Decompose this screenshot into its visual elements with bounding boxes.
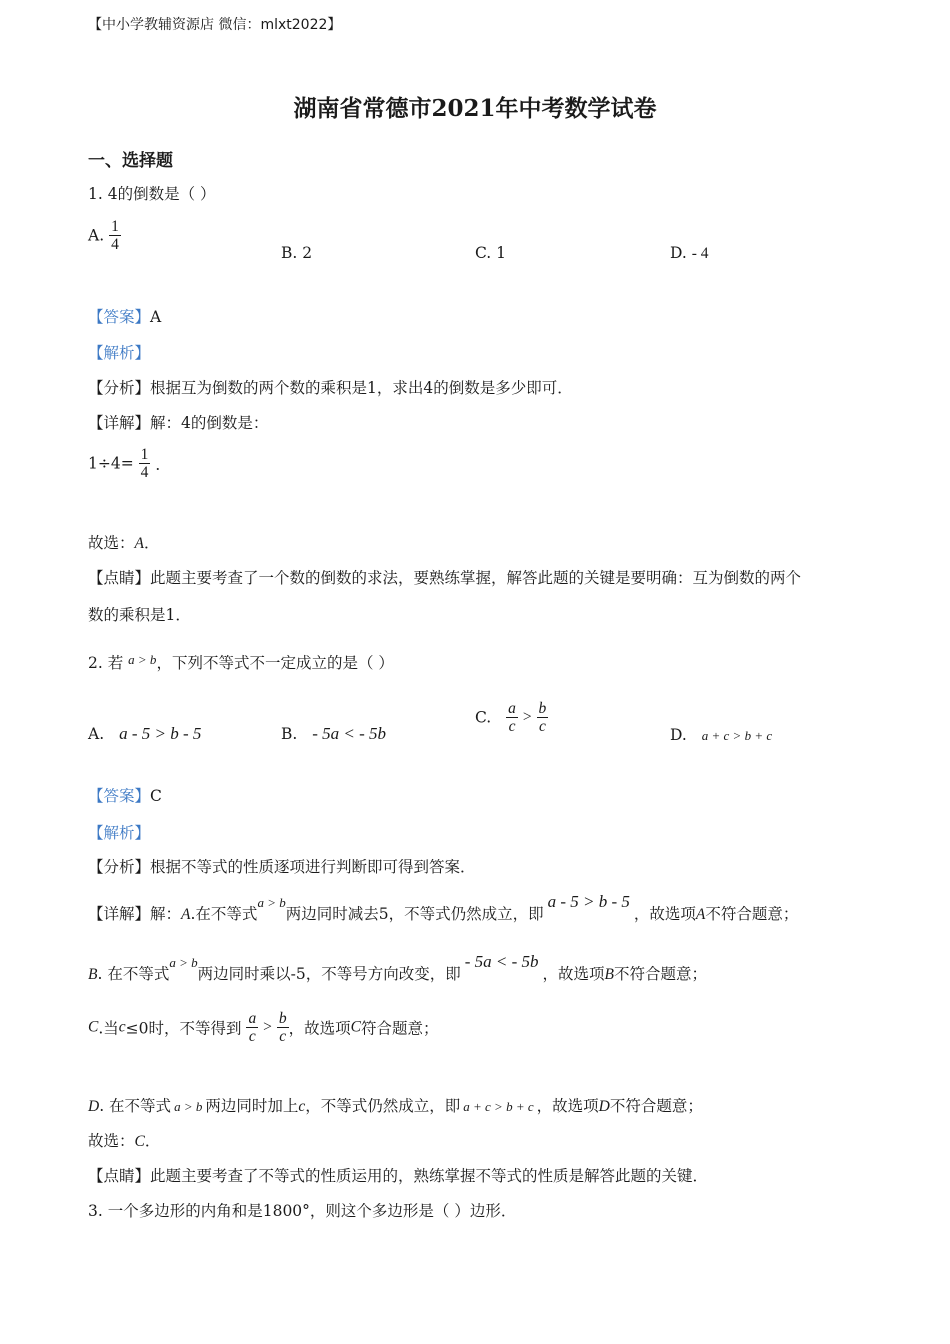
q2-fenxi-text: 根据不等式的性质逐项进行判断即可得到答案． (150, 858, 476, 876)
q2-option-b (281, 724, 386, 744)
q2-stem-pre: 2. 若 (88, 654, 124, 672)
q1-answer (88, 305, 161, 327)
q2-xj-3: ，故选项 (633, 905, 696, 923)
q2-option-c (475, 700, 548, 735)
q2-xj-tag: 【详解】 (88, 905, 151, 923)
q2-d-line-cvar: c (298, 1098, 306, 1115)
q1-calc (88, 446, 171, 481)
q1-xiangjie (88, 411, 268, 433)
q2-guxuan-value: C (134, 1133, 145, 1150)
q2-xj-1: .在不等式 (190, 905, 258, 923)
q2-d-line-math2: a + c > b + c (463, 1099, 534, 1114)
q2-guxuan-label: 故选： (88, 1132, 135, 1150)
q2-c-line-4: 符合题意； (360, 1019, 439, 1038)
q2-xj-4: 不符合题意； (705, 905, 799, 923)
q2-option-b-label: B. (281, 725, 298, 743)
q1-option-b: B. 2 (281, 244, 313, 262)
q2-c-line-cvar: c (118, 1018, 126, 1036)
q2-option-c-num1: a (508, 700, 516, 717)
q1-guxuan-value: A (134, 535, 144, 552)
q2-answer (88, 784, 162, 806)
q2-d-line-4: ，故选项 (536, 1097, 599, 1115)
q1-fenxi (88, 376, 573, 398)
q1-option-d-label: D. (670, 244, 687, 262)
q2-c-line-den1: c (248, 1028, 256, 1046)
q2-xj-pre: 解： (150, 905, 182, 923)
q2-xj-a2: A (695, 906, 706, 923)
q1-fenxi-text: 根据互为倒数的两个数的乘积是1，求出4的倒数是多少即可． (150, 379, 573, 397)
q2-option-c-frac2 (537, 700, 549, 735)
q1-option-d-value: - 4 (691, 245, 709, 262)
q2-answer-value: C (150, 787, 162, 805)
q2-d-line-math1: a > b (174, 1099, 203, 1114)
q2-d-line-5: 不符合题意； (609, 1097, 703, 1115)
q1-stem: 1. 4的倒数是（ ） (88, 185, 216, 203)
q1-guxuan-label: 故选： (88, 534, 135, 552)
q1-fenxi-tag: 【分析】 (88, 379, 151, 397)
q2-xiangjie-d (88, 1094, 703, 1116)
q2-stem-post: ，下列不等式不一定成立的是（ ） (156, 654, 394, 672)
q2-stem-math: a > b (128, 652, 157, 667)
q2-option-b-math: - 5a < - 5b (312, 724, 387, 743)
q2-c-line-2: ≤0时，不等得到 (125, 1019, 242, 1038)
q1-option-c: C. 1 (475, 244, 507, 262)
q1-calc-pre: 1÷4= (88, 454, 134, 473)
q1-answer-tag: 【答案】 (88, 308, 151, 326)
q2-c-line-num2: b (278, 1010, 287, 1027)
q2-c-line-c2: C (350, 1018, 361, 1036)
q2-d-line-3: ，不等式仍然成立，即 (305, 1097, 461, 1115)
q2-guxuan-end: ． (144, 1132, 161, 1150)
q2-stem (88, 651, 394, 673)
q1-option-a-num: 1 (111, 218, 119, 235)
q2-d-line-1: . 在不等式 (99, 1097, 172, 1115)
q2-d-line-d2: D (598, 1098, 610, 1115)
q2-d-line-2: 两边同时加上 (205, 1097, 299, 1115)
q2-b-line-math2: - 5a < - 5b (464, 952, 539, 971)
q2-b-line-math1: a > b (169, 955, 198, 970)
q2-option-a (88, 724, 201, 744)
q2-xiangjie-a (88, 892, 799, 924)
q2-dianjing-text: 此题主要考查了不等式的性质运用的，熟练掌握不等式的性质是解答此题的关键． (150, 1167, 709, 1185)
q2-b-line-4: 不符合题意； (614, 965, 708, 983)
q2-option-c-den2: c (538, 718, 546, 736)
q1-dianjing-line2: 数的乘积是1． (88, 606, 191, 624)
q1-option-a-den: 4 (111, 236, 119, 254)
q2-jiexi: 【解析】 (88, 824, 151, 842)
q2-dianjing-tag: 【点睛】 (88, 1167, 151, 1185)
q2-xj-2: 两边同时减去5，不等式仍然成立，即 (285, 905, 544, 923)
q1-dianjing-text: 此题主要考查了一个数的倒数的求法，要熟练掌握，解答此题的关键是要明确：互为倒数的两个 (150, 569, 802, 587)
q1-guxuan-end: ． (143, 534, 160, 552)
q1-dianjing-tag: 【点睛】 (88, 569, 151, 587)
q2-guxuan (88, 1129, 160, 1151)
q2-xj-math2: a - 5 > b - 5 (547, 892, 630, 911)
q1-calc-post: ． (155, 455, 171, 474)
q1-dianjing (88, 566, 801, 588)
q2-option-a-label: A. (88, 725, 105, 743)
q2-c-line-num1: a (248, 1010, 257, 1027)
section-heading: 一、选择题 (88, 151, 173, 171)
q2-c-line-frac1 (246, 1010, 258, 1045)
q2-option-c-num2: b (538, 700, 547, 717)
q1-calc-num: 1 (140, 446, 149, 463)
page-title: 湖南省常德市2021年中考数学试卷 (293, 95, 657, 122)
q2-xiangjie-c (88, 1010, 438, 1045)
q2-option-c-label: C. (475, 708, 492, 727)
q3-stem: 3. 一个多边形的内角和是1800°，则这个多边形是（ ）边形． (88, 1202, 517, 1220)
q1-calc-den: 4 (140, 464, 149, 482)
q1-option-a-label: A. (88, 226, 105, 245)
q1-jiexi: 【解析】 (88, 344, 151, 362)
q1-guxuan (88, 531, 160, 553)
q2-xj-math1: a > b (257, 895, 286, 910)
q1-option-a-fraction (109, 218, 121, 253)
q1-answer-value: A (150, 308, 162, 326)
q2-b-line-2: 两边同时乘以-5，不等号方向改变，即 (197, 965, 461, 983)
q2-c-line-frac2 (277, 1010, 289, 1045)
q2-c-line-3: ，故选项 (288, 1019, 351, 1038)
q2-d-line-d: D (88, 1098, 100, 1115)
page-header: 【中小学教辅资源店 微信：mlxt2022】 (88, 17, 342, 33)
q1-option-a (88, 218, 121, 253)
q2-b-line-b: B (88, 966, 98, 983)
q2-c-line-den2: c (279, 1028, 287, 1046)
q2-b-line-1: . 在不等式 (97, 965, 170, 983)
q2-option-c-frac1 (506, 700, 518, 735)
q2-b-line-3: ，故选项 (542, 965, 605, 983)
q2-c-line-1: .当 (98, 1019, 119, 1038)
q2-answer-tag: 【答案】 (88, 787, 151, 805)
q1-option-d (670, 244, 709, 263)
q2-c-line-op: > (263, 1018, 272, 1036)
q1-xiangjie-text: 解：4的倒数是： (150, 414, 269, 432)
q2-option-d-math: a + c > b + c (701, 728, 773, 743)
q2-xiangjie-b (88, 952, 708, 984)
q1-xiangjie-tag: 【详解】 (88, 414, 151, 432)
q2-fenxi (88, 855, 476, 877)
q2-b-line-b2: B (604, 966, 614, 983)
q2-option-c-den1: c (508, 718, 516, 736)
q2-xj-a: A (181, 906, 191, 923)
q2-c-line-c: C (88, 1018, 99, 1036)
q2-dianjing (88, 1164, 708, 1186)
q2-option-d-label: D. (670, 726, 687, 744)
q1-calc-fraction (139, 446, 151, 481)
q2-fenxi-tag: 【分析】 (88, 858, 151, 876)
q2-option-a-math: a - 5 > b - 5 (119, 724, 202, 743)
q2-option-c-op: > (522, 708, 532, 726)
q2-option-d (670, 726, 772, 744)
